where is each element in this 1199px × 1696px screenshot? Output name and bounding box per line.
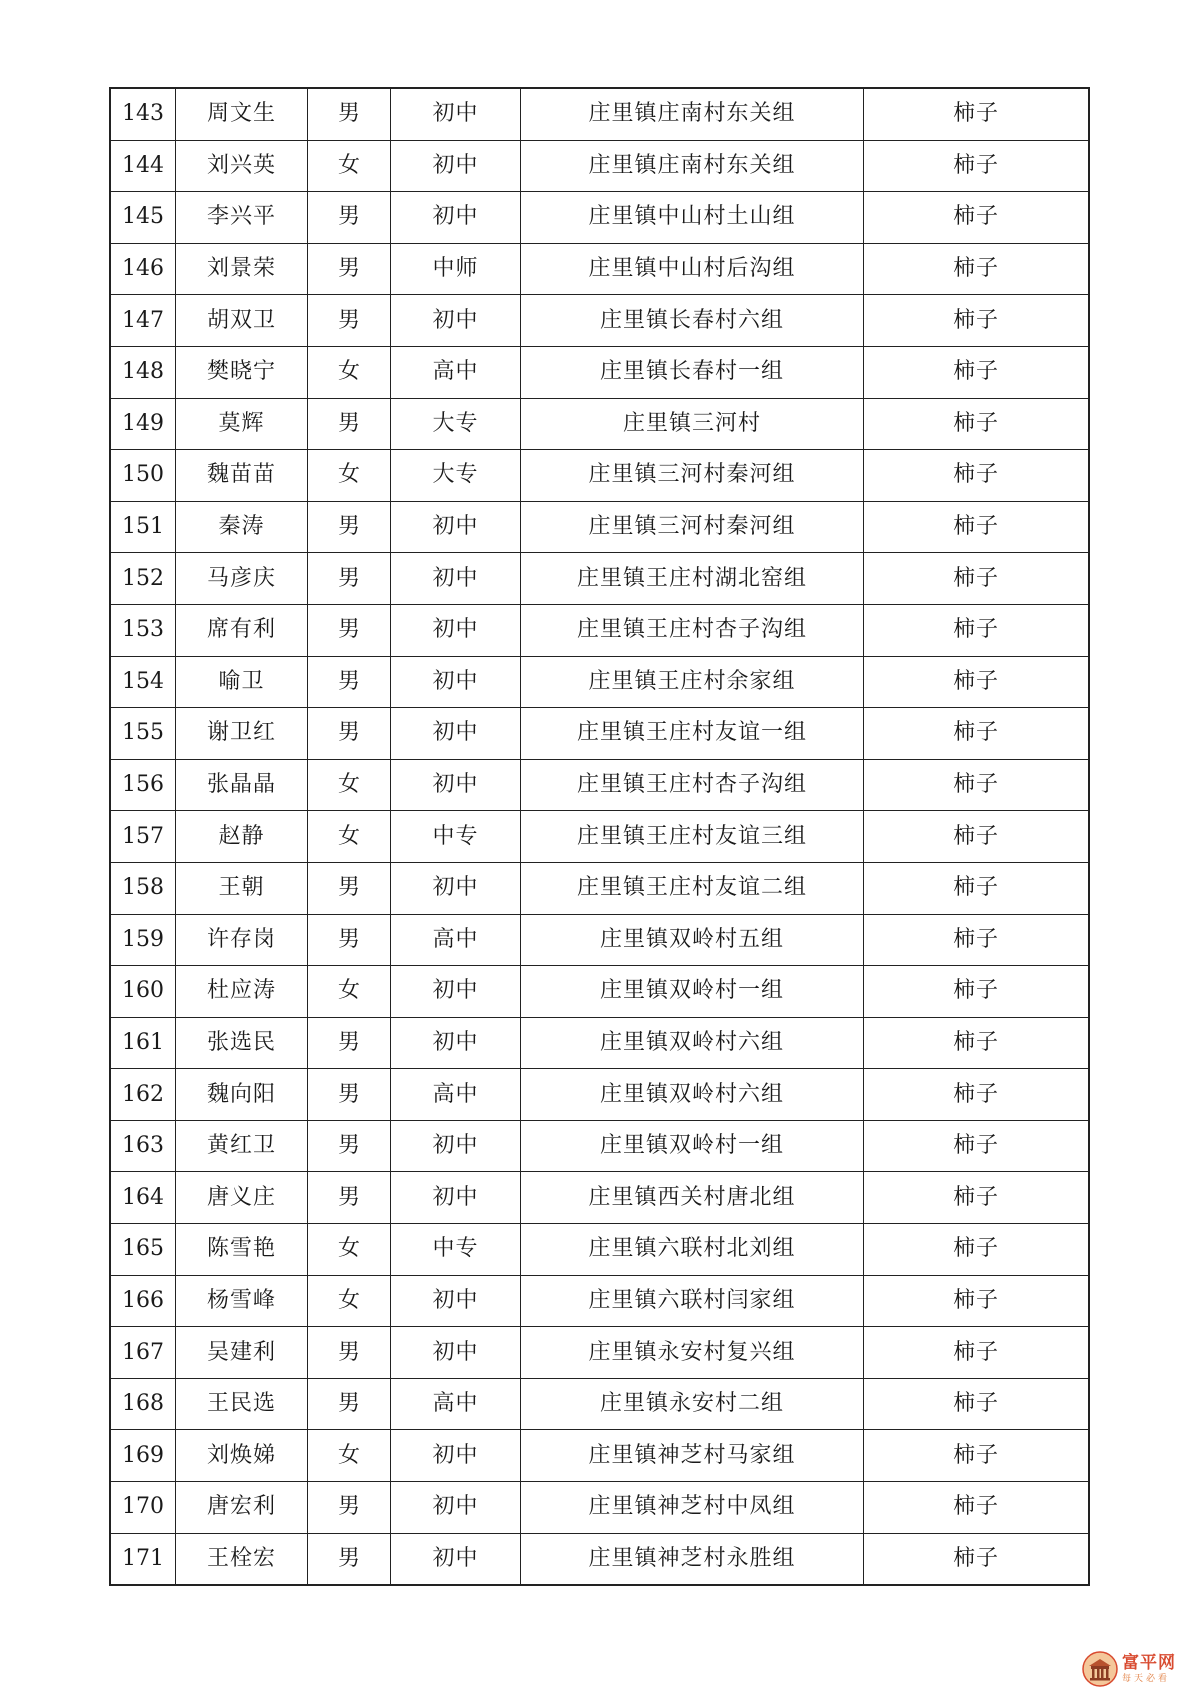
gender-cell: 男: [308, 914, 391, 966]
crop-cell: 柿子: [864, 1017, 1090, 1069]
name-cell: 王栓宏: [176, 1533, 308, 1585]
address-cell: 庄里镇王庄村友谊三组: [521, 811, 864, 863]
row-number-cell: 166: [110, 1275, 176, 1327]
crop-cell: 柿子: [864, 604, 1090, 656]
table-row: [110, 1482, 1089, 1534]
gender-cell: 女: [308, 1224, 391, 1276]
education-cell: 中专: [391, 1224, 521, 1276]
crop-cell: 柿子: [864, 656, 1090, 708]
table-row: [110, 656, 1089, 708]
crop-cell: 柿子: [864, 1224, 1090, 1276]
name-cell: 魏苗苗: [176, 450, 308, 502]
gender-cell: 男: [308, 1069, 391, 1121]
crop-cell: 柿子: [864, 398, 1090, 450]
row-number-cell: 162: [110, 1069, 176, 1121]
name-cell: 魏向阳: [176, 1069, 308, 1121]
address-cell: 庄里镇双岭村六组: [521, 1017, 864, 1069]
crop-cell: 柿子: [864, 1275, 1090, 1327]
table-row: [110, 1069, 1089, 1121]
address-cell: 庄里镇中山村后沟组: [521, 243, 864, 295]
row-number-cell: 157: [110, 811, 176, 863]
table-row: [110, 346, 1089, 398]
name-cell: 李兴平: [176, 192, 308, 244]
address-cell: 庄里镇长春村六组: [521, 295, 864, 347]
watermark-subtitle: 每天必看: [1122, 1673, 1171, 1684]
table-row: [110, 811, 1089, 863]
table-row: [110, 1378, 1089, 1430]
gender-cell: 男: [308, 553, 391, 605]
gender-cell: 男: [308, 398, 391, 450]
crop-cell: 柿子: [864, 811, 1090, 863]
table-row: [110, 1224, 1089, 1276]
row-number-cell: 143: [110, 88, 176, 140]
row-number-cell: 159: [110, 914, 176, 966]
address-cell: 庄里镇双岭村一组: [521, 1120, 864, 1172]
name-cell: 张晶晶: [176, 759, 308, 811]
name-cell: 刘焕娣: [176, 1430, 308, 1482]
name-cell: 席有利: [176, 604, 308, 656]
address-cell: 庄里镇永安村复兴组: [521, 1327, 864, 1379]
table-row: [110, 140, 1089, 192]
name-cell: 黄红卫: [176, 1120, 308, 1172]
row-number-cell: 171: [110, 1533, 176, 1585]
gender-cell: 男: [308, 1533, 391, 1585]
row-number-cell: 165: [110, 1224, 176, 1276]
row-number-cell: 167: [110, 1327, 176, 1379]
education-cell: 初中: [391, 553, 521, 605]
address-cell: 庄里镇西关村唐北组: [521, 1172, 864, 1224]
crop-cell: 柿子: [864, 243, 1090, 295]
crop-cell: 柿子: [864, 192, 1090, 244]
watermark-text: [1122, 1652, 1176, 1684]
name-cell: 谢卫红: [176, 708, 308, 760]
education-cell: 初中: [391, 1533, 521, 1585]
education-cell: 初中: [391, 1120, 521, 1172]
education-cell: 中师: [391, 243, 521, 295]
table-row: [110, 192, 1089, 244]
name-cell: 赵静: [176, 811, 308, 863]
crop-cell: 柿子: [864, 1482, 1090, 1534]
education-cell: 初中: [391, 88, 521, 140]
table-row: [110, 1430, 1089, 1482]
table-row: [110, 1327, 1089, 1379]
crop-cell: 柿子: [864, 140, 1090, 192]
crop-cell: 柿子: [864, 450, 1090, 502]
gender-cell: 男: [308, 656, 391, 708]
gender-cell: 男: [308, 295, 391, 347]
name-cell: 胡双卫: [176, 295, 308, 347]
row-number-cell: 150: [110, 450, 176, 502]
name-cell: 刘景荣: [176, 243, 308, 295]
name-cell: 王民选: [176, 1378, 308, 1430]
crop-cell: 柿子: [864, 914, 1090, 966]
education-cell: 初中: [391, 1430, 521, 1482]
crop-cell: 柿子: [864, 708, 1090, 760]
crop-cell: 柿子: [864, 1533, 1090, 1585]
crop-cell: 柿子: [864, 759, 1090, 811]
address-cell: 庄里镇神芝村马家组: [521, 1430, 864, 1482]
address-cell: 庄里镇王庄村余家组: [521, 656, 864, 708]
education-cell: 初中: [391, 501, 521, 553]
row-number-cell: 160: [110, 966, 176, 1018]
watermark-title: 富平网: [1122, 1652, 1176, 1673]
row-number-cell: 154: [110, 656, 176, 708]
gender-cell: 女: [308, 966, 391, 1018]
education-cell: 初中: [391, 708, 521, 760]
crop-cell: 柿子: [864, 88, 1090, 140]
name-cell: 许存岗: [176, 914, 308, 966]
table-row: [110, 553, 1089, 605]
table-row: [110, 450, 1089, 502]
address-cell: 庄里镇三河村秦河组: [521, 501, 864, 553]
education-cell: 初中: [391, 862, 521, 914]
education-cell: 初中: [391, 1327, 521, 1379]
gender-cell: 女: [308, 811, 391, 863]
crop-cell: 柿子: [864, 1327, 1090, 1379]
row-number-cell: 148: [110, 346, 176, 398]
row-number-cell: 169: [110, 1430, 176, 1482]
address-cell: 庄里镇六联村闫家组: [521, 1275, 864, 1327]
education-cell: 初中: [391, 1275, 521, 1327]
address-cell: 庄里镇双岭村六组: [521, 1069, 864, 1121]
crop-cell: 柿子: [864, 1120, 1090, 1172]
address-cell: 庄里镇神芝村中凤组: [521, 1482, 864, 1534]
address-cell: 庄里镇中山村土山组: [521, 192, 864, 244]
table-row: [110, 1533, 1089, 1585]
education-cell: 初中: [391, 966, 521, 1018]
education-cell: 初中: [391, 1482, 521, 1534]
name-cell: 喻卫: [176, 656, 308, 708]
table-row: [110, 604, 1089, 656]
row-number-cell: 151: [110, 501, 176, 553]
address-cell: 庄里镇庄南村东关组: [521, 88, 864, 140]
table-row: [110, 759, 1089, 811]
gender-cell: 男: [308, 1482, 391, 1534]
crop-cell: 柿子: [864, 1378, 1090, 1430]
table-row: [110, 708, 1089, 760]
education-cell: 高中: [391, 346, 521, 398]
row-number-cell: 155: [110, 708, 176, 760]
table-row: [110, 88, 1089, 140]
crop-cell: 柿子: [864, 501, 1090, 553]
address-cell: 庄里镇永安村二组: [521, 1378, 864, 1430]
address-cell: 庄里镇王庄村友谊一组: [521, 708, 864, 760]
table-row: [110, 501, 1089, 553]
crop-cell: 柿子: [864, 346, 1090, 398]
name-cell: 王朝: [176, 862, 308, 914]
gender-cell: 男: [308, 243, 391, 295]
gender-cell: 女: [308, 450, 391, 502]
row-number-cell: 146: [110, 243, 176, 295]
gender-cell: 男: [308, 88, 391, 140]
row-number-cell: 156: [110, 759, 176, 811]
gender-cell: 男: [308, 862, 391, 914]
name-cell: 唐宏利: [176, 1482, 308, 1534]
education-cell: 初中: [391, 192, 521, 244]
row-number-cell: 153: [110, 604, 176, 656]
gender-cell: 女: [308, 759, 391, 811]
education-cell: 初中: [391, 1017, 521, 1069]
education-cell: 初中: [391, 1172, 521, 1224]
row-number-cell: 168: [110, 1378, 176, 1430]
building-seal-icon: [1082, 1651, 1118, 1687]
table-row: [110, 1275, 1089, 1327]
roster-table-body: [110, 88, 1089, 1585]
address-cell: 庄里镇王庄村杏子沟组: [521, 604, 864, 656]
name-cell: 周文生: [176, 88, 308, 140]
education-cell: 初中: [391, 656, 521, 708]
name-cell: 刘兴英: [176, 140, 308, 192]
name-cell: 秦涛: [176, 501, 308, 553]
address-cell: 庄里镇双岭村五组: [521, 914, 864, 966]
education-cell: 初中: [391, 295, 521, 347]
education-cell: 高中: [391, 1378, 521, 1430]
address-cell: 庄里镇神芝村永胜组: [521, 1533, 864, 1585]
table-row: [110, 862, 1089, 914]
education-cell: 初中: [391, 759, 521, 811]
name-cell: 樊晓宁: [176, 346, 308, 398]
table-row: [110, 295, 1089, 347]
gender-cell: 女: [308, 140, 391, 192]
row-number-cell: 145: [110, 192, 176, 244]
row-number-cell: 170: [110, 1482, 176, 1534]
address-cell: 庄里镇六联村北刘组: [521, 1224, 864, 1276]
row-number-cell: 147: [110, 295, 176, 347]
row-number-cell: 152: [110, 553, 176, 605]
crop-cell: 柿子: [864, 862, 1090, 914]
education-cell: 初中: [391, 604, 521, 656]
gender-cell: 男: [308, 192, 391, 244]
name-cell: 莫辉: [176, 398, 308, 450]
table-row: [110, 966, 1089, 1018]
name-cell: 杜应涛: [176, 966, 308, 1018]
crop-cell: 柿子: [864, 553, 1090, 605]
education-cell: 大专: [391, 398, 521, 450]
address-cell: 庄里镇三河村秦河组: [521, 450, 864, 502]
row-number-cell: 163: [110, 1120, 176, 1172]
gender-cell: 男: [308, 501, 391, 553]
crop-cell: 柿子: [864, 1172, 1090, 1224]
education-cell: 中专: [391, 811, 521, 863]
name-cell: 马彦庆: [176, 553, 308, 605]
gender-cell: 女: [308, 1275, 391, 1327]
crop-cell: 柿子: [864, 295, 1090, 347]
address-cell: 庄里镇王庄村友谊二组: [521, 862, 864, 914]
name-cell: 杨雪峰: [176, 1275, 308, 1327]
address-cell: 庄里镇王庄村杏子沟组: [521, 759, 864, 811]
roster-table: [109, 87, 1090, 1586]
gender-cell: 男: [308, 604, 391, 656]
table-row: [110, 1017, 1089, 1069]
gender-cell: 男: [308, 1378, 391, 1430]
table-row: [110, 1120, 1089, 1172]
row-number-cell: 161: [110, 1017, 176, 1069]
name-cell: 陈雪艳: [176, 1224, 308, 1276]
row-number-cell: 164: [110, 1172, 176, 1224]
education-cell: 高中: [391, 1069, 521, 1121]
row-number-cell: 144: [110, 140, 176, 192]
gender-cell: 男: [308, 1327, 391, 1379]
table-row: [110, 914, 1089, 966]
name-cell: 唐义庄: [176, 1172, 308, 1224]
crop-cell: 柿子: [864, 966, 1090, 1018]
crop-cell: 柿子: [864, 1069, 1090, 1121]
gender-cell: 男: [308, 708, 391, 760]
address-cell: 庄里镇长春村一组: [521, 346, 864, 398]
education-cell: 高中: [391, 914, 521, 966]
table-row: [110, 398, 1089, 450]
table-row: [110, 243, 1089, 295]
gender-cell: 女: [308, 346, 391, 398]
crop-cell: 柿子: [864, 1430, 1090, 1482]
gender-cell: 男: [308, 1172, 391, 1224]
name-cell: 张选民: [176, 1017, 308, 1069]
education-cell: 初中: [391, 140, 521, 192]
gender-cell: 男: [308, 1120, 391, 1172]
name-cell: 吴建利: [176, 1327, 308, 1379]
row-number-cell: 149: [110, 398, 176, 450]
education-cell: 大专: [391, 450, 521, 502]
address-cell: 庄里镇庄南村东关组: [521, 140, 864, 192]
address-cell: 庄里镇三河村: [521, 398, 864, 450]
gender-cell: 女: [308, 1430, 391, 1482]
address-cell: 庄里镇双岭村一组: [521, 966, 864, 1018]
address-cell: 庄里镇王庄村湖北窑组: [521, 553, 864, 605]
row-number-cell: 158: [110, 862, 176, 914]
table-row: [110, 1172, 1089, 1224]
site-watermark: [1082, 1648, 1194, 1690]
gender-cell: 男: [308, 1017, 391, 1069]
